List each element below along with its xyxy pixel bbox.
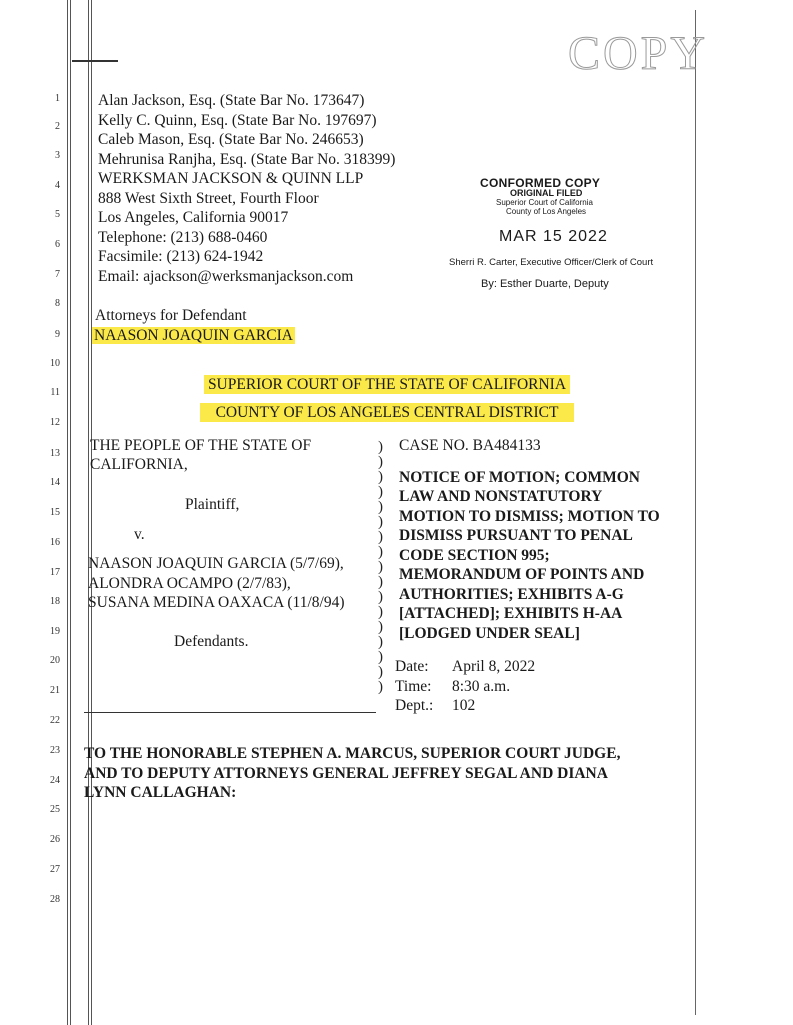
margin-rule (70, 0, 71, 1025)
caption-defendant: SUSANA MEDINA OAXACA (11/8/94) (88, 594, 345, 611)
case-title-line: DISMISS PURSUANT TO PENAL (399, 527, 633, 544)
case-title-line: [LODGED UNDER SEAL] (399, 625, 580, 642)
case-title-line: NOTICE OF MOTION; COMMON (399, 469, 640, 486)
court-name-line1: SUPERIOR COURT OF THE STATE OF CALIFORNIA (204, 375, 570, 394)
line-number: 26 (50, 834, 60, 845)
line-number: 25 (50, 804, 60, 815)
line-number: 2 (55, 121, 60, 132)
firm-facsimile: Facsimile: (213) 624-1942 (98, 248, 264, 265)
line-number: 28 (50, 894, 60, 905)
line-number: 22 (50, 715, 60, 726)
firm-name: WERKSMAN JACKSON & QUINN LLP (98, 170, 364, 187)
caption-people: THE PEOPLE OF THE STATE OF (90, 437, 312, 454)
line-number: 24 (50, 775, 60, 786)
caption-plaintiff: Plaintiff, (185, 496, 240, 513)
line-number: 21 (50, 685, 60, 696)
hearing-date: April 8, 2022 (452, 658, 536, 675)
attorney-line: Mehrunisa Ranjha, Esq. (State Bar No. 318399) (98, 151, 396, 168)
line-number: 23 (50, 745, 60, 756)
firm-email: Email: ajackson@werksmanjackson.com (98, 268, 354, 285)
line-number: 18 (50, 596, 60, 607)
hearing-date-label: Date: (395, 658, 429, 675)
conformed-county: County of Los Angeles (506, 207, 587, 216)
caption-separator: ) ) ) ) ) ) ) ) ) ) ) ) ) ) ) ) ) (378, 439, 383, 695)
hearing-time-label: Time: (395, 678, 432, 695)
address-line: AND TO DEPUTY ATTORNEYS GENERAL JEFFREY SEGAL AND DIANA (84, 765, 608, 782)
margin-rule (67, 0, 68, 1025)
line-number: 13 (50, 448, 60, 459)
defendant-name: NAASON JOAQUIN GARCIA (94, 327, 293, 344)
case-title-line: MOTION TO DISMISS; MOTION TO (399, 508, 660, 525)
conformed-subtitle: ORIGINAL FILED (510, 188, 583, 198)
case-title-line: AUTHORITIES; EXHIBITS A-G (399, 586, 624, 603)
line-number: 10 (50, 358, 60, 369)
margin-rule (88, 0, 89, 1025)
case-number: CASE NO. BA484133 (399, 437, 541, 454)
firm-telephone: Telephone: (213) 688-0460 (98, 229, 268, 246)
address-line: LYNN CALLAGHAN: (84, 784, 237, 801)
line-number: 8 (55, 298, 60, 309)
case-title-line: [ATTACHED]; EXHIBITS H-AA (399, 605, 623, 622)
attorney-line: Alan Jackson, Esq. (State Bar No. 173647) (98, 92, 365, 109)
hearing-time: 8:30 a.m. (452, 678, 511, 695)
right-margin-rule (695, 10, 696, 1015)
firm-city: Los Angeles, California 90017 (98, 209, 289, 226)
court-name-line1-highlight (187, 376, 587, 394)
attorney-line: Caleb Mason, Esq. (State Bar No. 246653) (98, 131, 364, 148)
caption-california: CALIFORNIA, (90, 456, 188, 473)
top-mark (72, 60, 118, 62)
case-title-line: LAW AND NONSTATUTORY (399, 488, 603, 505)
line-number: 27 (50, 864, 60, 875)
court-name-line2-highlight (187, 404, 587, 422)
clerk-of-court: Sherri R. Carter, Executive Officer/Clerk of Court (449, 257, 654, 268)
court-name-line2: COUNTY OF LOS ANGELES CENTRAL DISTRICT (200, 403, 575, 422)
line-number: 4 (55, 180, 60, 191)
defendant-name-highlight (92, 327, 295, 345)
caption-versus: v. (134, 526, 145, 543)
line-number: 9 (55, 329, 60, 340)
line-number: 12 (50, 417, 60, 428)
address-line: TO THE HONORABLE STEPHEN A. MARCUS, SUPERIOR COURT JUDGE, (84, 745, 621, 762)
caption-defendants-label: Defendants. (174, 633, 249, 650)
filed-date: MAR 15 2022 (499, 228, 608, 245)
case-title-line: MEMORANDUM OF POINTS AND (399, 566, 645, 583)
line-number: 3 (55, 150, 60, 161)
case-title-line: CODE SECTION 995; (399, 547, 550, 564)
line-number: 6 (55, 239, 60, 250)
attorneys-for: Attorneys for Defendant (95, 307, 247, 324)
caption-defendant: ALONDRA OCAMPO (2/7/83), (88, 575, 291, 592)
attorney-line: Kelly C. Quinn, Esq. (State Bar No. 197697) (98, 112, 377, 129)
firm-address: 888 West Sixth Street, Fourth Floor (98, 190, 319, 207)
copy-stamp: COPY (568, 27, 709, 80)
caption-underline (84, 712, 376, 713)
line-number: 14 (50, 477, 60, 488)
conformed-title: CONFORMED COPY (480, 176, 601, 190)
caption-defendant: NAASON JOAQUIN GARCIA (5/7/69), (88, 555, 344, 572)
hearing-dept: 102 (452, 697, 476, 714)
deputy-clerk: By: Esther Duarte, Deputy (481, 278, 609, 290)
line-number: 7 (55, 269, 60, 280)
conformed-court: Superior Court of California (496, 198, 593, 207)
line-number: 15 (50, 507, 60, 518)
hearing-dept-label: Dept.: (395, 697, 434, 714)
line-number: 11 (50, 387, 60, 398)
line-number: 17 (50, 567, 60, 578)
line-number: 5 (55, 209, 60, 220)
line-number: 16 (50, 537, 60, 548)
margin-rule (91, 0, 92, 1025)
line-number: 20 (50, 655, 60, 666)
line-number: 19 (50, 626, 60, 637)
line-number: 1 (55, 93, 60, 104)
